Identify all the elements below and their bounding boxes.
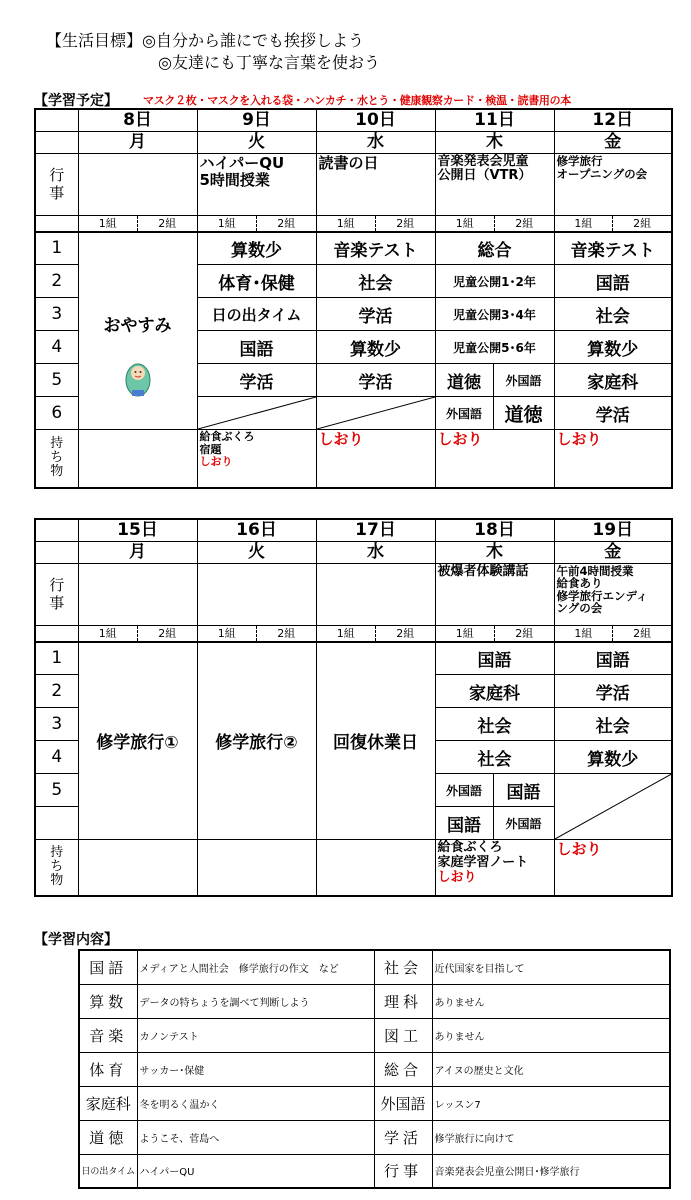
period-number: 5 [35,364,78,397]
class2-label: 2組 [396,626,415,640]
period-number: 3 [35,708,78,741]
lesson-cell: 算数少 [316,331,435,364]
class1-label: 1組 [555,216,614,231]
lesson-cell: 社会 [316,265,435,298]
date-header: 11日 [435,109,554,131]
lesson-cell: 国語 [554,642,672,675]
period-number: 4 [35,741,78,774]
date-header: 16日 [197,519,316,541]
class1-label: 1組 [317,216,377,231]
class1-label: 1組 [79,216,139,231]
class1-label: 1組 [198,216,258,231]
class2-label: 2組 [277,626,296,640]
weekday-header: 木 [435,131,554,153]
weekday-header: 水 [316,541,435,563]
period-number-blank [35,807,78,840]
lesson-cell: 学活 [554,397,672,430]
carry-item: 給食ぶくろ [437,840,503,855]
corner [35,131,78,153]
subject-content: アイヌの歴史と文化 [432,1052,670,1086]
corner [35,109,78,131]
class1-label: 1組 [555,626,614,641]
period-number: 2 [35,265,78,298]
lesson-cell: 児童公開3･4年 [435,298,554,331]
schedule-label: 【学習予定】 [34,93,118,109]
subject-name: 算数 [79,984,137,1018]
date-header: 12日 [554,109,672,131]
subject-content: カノンテスト [137,1018,374,1052]
subject-content: 音楽発表会児童公開日･修学旅行 [432,1154,670,1188]
lesson-cell: 国語 [436,807,494,839]
carry-cell [554,840,672,896]
lesson-cell: 社会 [554,298,672,331]
carry-cell [316,840,435,896]
lesson-cell: 算数少 [554,741,672,774]
lesson-cell: 外国語 [436,397,494,429]
class2-label: 2組 [277,216,296,230]
lesson-cell: 道徳 [436,364,494,396]
date-header: 15日 [78,519,197,541]
event-cell [78,153,197,215]
carry-item-red: しおり [556,840,602,858]
content-label: 【学習内容】 [34,932,118,948]
subject-name: 図工 [374,1018,432,1052]
lesson-cell: 国語 [554,265,672,298]
weekday-header: 水 [316,131,435,153]
period-number: 2 [35,675,78,708]
event-row-label: 行 事 [35,153,78,215]
week1-table [34,108,673,489]
event-cell [316,563,435,625]
weekday-header: 金 [554,131,672,153]
subject-name: 国語 [79,950,137,984]
weekday-header: 火 [197,131,316,153]
lesson-cell: 社会 [554,708,672,741]
subject-content: ハイパーQU [137,1154,374,1188]
subject-name: 理科 [374,984,432,1018]
carry-cell [316,430,435,488]
weekday-header: 月 [78,131,197,153]
class2-label: 2組 [158,216,177,230]
period-number: 4 [35,331,78,364]
trip-day-1: 修学旅行① [78,642,197,840]
subject-content: サッカー･保健 [137,1052,374,1086]
class1-label: 1組 [317,626,377,641]
trip-day-2: 修学旅行② [197,642,316,840]
weekday-header: 月 [78,541,197,563]
event-row-label: 行 事 [35,563,78,625]
lesson-cell: 音楽テスト [554,232,672,265]
lesson-cell: 学活 [316,364,435,397]
date-header: 19日 [554,519,672,541]
monday-off-label: おやすみ [103,315,172,336]
bring-items: マスク２枚・マスクを入れる袋・ハンカチ・水とう・健康観察カード・検温・読書用の本 [143,94,571,107]
period-number: 1 [35,642,78,675]
date-header: 10日 [316,109,435,131]
monday-off [78,232,197,430]
lesson-cell: 算数少 [554,331,672,364]
subject-content: 近代国家を目指して [432,950,670,984]
lesson-cell: 児童公開1･2年 [435,265,554,298]
lesson-cell: 外国語 [436,774,494,806]
carry-item: 家庭学習ノート [437,854,529,870]
recovery-day: 回復休業日 [316,642,435,840]
lesson-cell: 外国語 [505,816,542,831]
class2-label: 2組 [633,216,652,230]
subject-name: 体育 [79,1052,137,1086]
subject-name: 道徳 [79,1120,137,1154]
carry-item-red: しおり [437,430,483,448]
corner [35,519,78,541]
group-corner [35,625,78,642]
class1-label: 1組 [198,626,258,641]
subject-name: 家庭科 [79,1086,137,1120]
subject-name: 外国語 [374,1086,432,1120]
subject-name: 行事 [374,1154,432,1188]
event-cell: 被爆者体験講話 [435,563,554,625]
subject-content: レッスン7 [432,1086,670,1120]
lesson-cell: 算数少 [197,232,316,265]
lesson-cell: 国語 [197,331,316,364]
period-number: 6 [35,397,78,430]
lesson-cell: 総合 [435,232,554,265]
carry-cell [78,840,197,896]
class2-label: 2組 [633,626,652,640]
lesson-cell: 児童公開5･6年 [435,331,554,364]
subject-content: 冬を明るく温かく [137,1086,374,1120]
lesson-cell: 音楽テスト [316,232,435,265]
subject-name: 社会 [374,950,432,984]
subject-name: 日の出タイム [79,1154,137,1188]
lesson-cell: 社会 [435,741,554,774]
carry-item-red: しおり [556,430,602,448]
subject-content: ようこそ、菅島へ [137,1120,374,1154]
subject-content: メディアと人間社会 修学旅行の作文 など [137,950,374,984]
week2-table [34,518,673,897]
event-cell: 午前4時間授業 給食あり 修学旅行エンディ ングの会 [554,563,672,625]
carry-row-label: 持 ち 物 [35,840,78,896]
subject-name: 学活 [374,1120,432,1154]
subject-content: ありません [432,984,670,1018]
subject-name: 総合 [374,1052,432,1086]
subject-name: 音楽 [79,1018,137,1052]
lesson-cell: 道徳 [504,403,543,426]
lesson-cell: 学活 [197,364,316,397]
event-cell [78,563,197,625]
date-header: 8日 [78,109,197,131]
event-cell: 修学旅行 オープニングの会 [554,153,672,215]
lesson-cell: 外国語 [505,373,542,388]
event-cell: 読書の日 [316,153,435,215]
lesson-cell: 国語 [435,642,554,675]
carry-row-label: 持 ち 物 [35,430,78,488]
character-icon [123,356,153,398]
weekday-header: 火 [197,541,316,563]
lesson-cell: 学活 [554,675,672,708]
carry-item-red: しおり [318,430,364,448]
carry-cell [197,840,316,896]
class2-label: 2組 [515,626,534,640]
carry-item: 宿題 [199,442,222,456]
event-cell: ハイパーQU 5時間授業 [197,153,316,215]
period-number: 1 [35,232,78,265]
lesson-cell: 学活 [316,298,435,331]
lesson-cell: 家庭科 [435,675,554,708]
carry-cell [435,840,554,896]
period-number: 3 [35,298,78,331]
empty-period [554,774,672,840]
class2-label: 2組 [515,216,534,230]
subject-content: ありません [432,1018,670,1052]
period-number: 5 [35,774,78,807]
carry-cell [554,430,672,488]
lesson-cell: 家庭科 [554,364,672,397]
class2-label: 2組 [396,216,415,230]
lesson-cell: 国語 [506,782,541,803]
carry-cell [197,430,316,488]
event-cell [197,563,316,625]
lesson-cell: 日の出タイム [197,298,316,331]
subject-content: 修学旅行に向けて [432,1120,670,1154]
weekday-header: 木 [435,541,554,563]
subject-content: データの特ちょうを調べて判断しよう [137,984,374,1018]
date-header: 9日 [197,109,316,131]
date-header: 18日 [435,519,554,541]
carry-item-red: しおり [437,869,477,885]
carry-item: 給食ぶくろ [199,430,255,443]
life-goal-2: ◎友達にも丁寧な言葉を使おう [158,53,380,72]
empty-period [197,397,316,430]
carry-cell [78,430,197,488]
empty-period [316,397,435,430]
lesson-cell: 社会 [435,708,554,741]
date-header: 17日 [316,519,435,541]
group-corner [35,215,78,232]
corner [35,541,78,563]
class1-label: 1組 [79,626,139,641]
class1-label: 1組 [436,626,496,641]
weekday-header: 金 [554,541,672,563]
carry-cell [435,430,554,488]
event-cell: 音楽発表会児童 公開日（VTR） [435,153,554,215]
carry-item-red: しおり [199,455,233,469]
class2-label: 2組 [158,626,177,640]
life-goal-1: 【生活目標】◎自分から誰にでも挨拶しよう [46,31,364,50]
class1-label: 1組 [436,216,496,231]
lesson-cell: 体育･保健 [197,265,316,298]
content-table [78,949,671,1189]
